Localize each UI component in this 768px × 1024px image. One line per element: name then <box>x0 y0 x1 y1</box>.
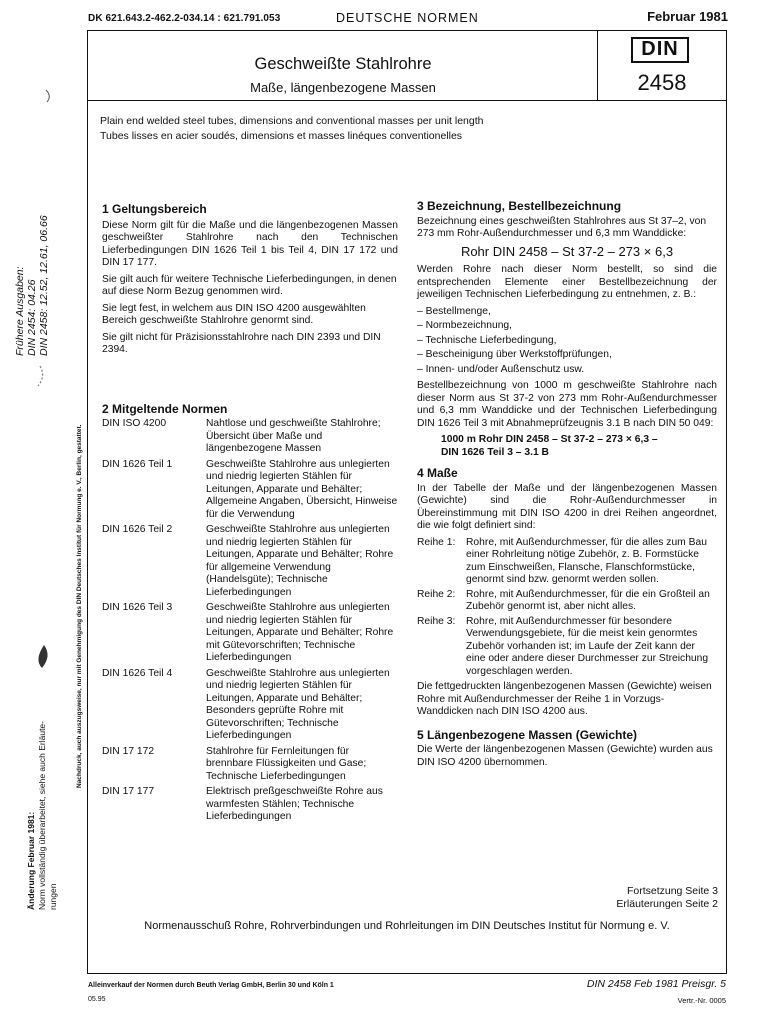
change-text: Norm vollständig überarbeitet, siehe auch Erläute- <box>37 721 47 910</box>
list-item: – Bestellmenge, <box>417 305 491 317</box>
series-label: Reihe 1: <box>417 536 456 548</box>
right-column <box>417 200 717 773</box>
document-footer-id: DIN 2458 Feb 1981 Preisgr. 5 <box>586 978 726 990</box>
series-row <box>417 589 717 614</box>
english-title: Plain end welded steel tubes, dimensions and conventional masses per unit length <box>100 115 484 127</box>
section-1-paragraph: Sie legt fest, in welchem aus DIN ISO 4200 ausgewählten Bereich geschweißte Stahlrohre genormt sind. <box>102 302 366 326</box>
order-designation-example <box>417 434 717 459</box>
order-line: 1000 m Rohr DIN 2458 – St 37-2 – 273 × 6,3 – <box>441 434 658 445</box>
section-1-paragraph: Sie gilt auch für weitere Technische Lieferbedingungen, in denen auf diese Norm Bezug genommen wird. <box>102 273 397 297</box>
print-date: 05.95 <box>88 996 106 1003</box>
list-item: – Bescheinigung über Werkstoffprüfungen, <box>417 349 612 360</box>
reference-description: Elektrisch preßgeschweißte Rohre aus warmfesten Stählen; Technische Lieferbedingungen <box>206 786 383 822</box>
change-text: rungen <box>48 883 58 910</box>
order-line: DIN 1626 Teil 3 – 3.1 B <box>441 446 549 458</box>
series-row <box>417 616 717 679</box>
distribution-number: Vertr.-Nr. 0005 <box>677 996 726 1005</box>
reference-description: Nahtlose und geschweißte Stahlrohre; Übersicht über Maße und längenbezogene Massen <box>206 418 381 454</box>
continuation-line: Erläuterungen Seite 2 <box>616 897 718 910</box>
section-2-heading: 2 Mitgeltende Normen <box>102 401 228 416</box>
document-subtitle: Maße, längenbezogene Massen <box>250 80 436 95</box>
section-3-paragraph: Werden Rohre nach dieser Norm bestellt, so sind die entsprechenden Elemente einer Bestellbezeichnung der jeweiligen Technischen Lieferbedingung zu entnehmen, z. B.: <box>417 264 717 300</box>
reference-code: DIN 1626 Teil 2 <box>102 524 173 535</box>
reference-code: DIN 1626 Teil 4 <box>102 667 173 679</box>
section-4-heading: 4 Maße <box>417 466 458 480</box>
sales-note: Alleinverkauf der Normen durch Beuth Verlag GmbH, Berlin 30 und Köln 1 <box>88 982 334 989</box>
din-number: 2458 <box>637 70 687 95</box>
reference-row <box>102 746 398 784</box>
series-text: Rohre, mit Außendurchmesser, für die alles zum Bau einer Rohrleitung nötige Zubehör, z. B. Formstücke zum Einschweißen, Flansche, Flanschformstücke, genormt sind bzw. genormt werden sollen. <box>466 536 707 585</box>
margin-mark <box>30 364 48 390</box>
designation-example: Rohr DIN 2458 – St 37-2 – 273 × 6,3 <box>460 243 674 259</box>
change-note <box>26 721 59 910</box>
punch-hole-mark <box>30 642 56 672</box>
document-title: Geschweißte Stahlrohre <box>254 55 432 73</box>
reference-description: Geschweißte Stahlrohre aus unlegierten und niedrig legierten Stählen für Leitungen, Apparate und Behälter; Rohre für allgemeine Verwendung (Handelsgüte); Technische Lieferbedingungen <box>206 524 394 598</box>
reference-code: DIN 17 172 <box>102 745 155 757</box>
reference-row <box>102 786 398 824</box>
translated-titles <box>100 114 484 144</box>
margin-mark <box>44 88 54 104</box>
reference-code: DIN ISO 4200 <box>102 418 167 429</box>
section-1-paragraph: Sie gilt nicht für Präzisionsstahlrohre nach DIN 2393 und DIN 2394. <box>102 331 381 355</box>
issue-date: Februar 1981 <box>647 9 728 24</box>
reference-code: DIN 1626 Teil 3 <box>102 602 173 613</box>
series-label: Reihe 2: <box>417 588 456 600</box>
reference-description: Geschweißte Stahlrohre aus unlegierten und niedrig legierten Stählen für Leitungen, Apparate und Behälter; Allgemeine Angaben, Übersicht, Hinweise für die Verwendung <box>206 458 398 520</box>
publisher-label: DEUTSCHE NORMEN <box>336 11 479 25</box>
series-text: Rohre, mit Außendurchmesser für besondere Verwendungsgebiete, für die meist kein genormtes Zubehör vorhanden ist; im Laufe der Zeit kann der eine oder andere dieser Durchmesser zur Streichung vorgeschlagen werden. <box>466 615 709 677</box>
continuation-line: Fortsetzung Seite 3 <box>626 885 718 897</box>
reference-row <box>102 602 398 665</box>
section-3-paragraph: Bestellbezeichnung von 1000 m geschweißte Stahlrohre nach dieser Norm aus St 37-2 von 273 mm Rohr-Außendurchmesser und 6,3 mm Wanddicke und der Technischen Lieferbedingung DIN 1626 Teil 3 mit Abnahmeprüfzeugnis 3.1 B nach DIN 50 049: <box>417 380 717 429</box>
reference-row <box>102 418 398 456</box>
committee-line: Normenausschuß Rohre, Rohrverbindungen und Rohrleitungen im DIN Deutsches Institut für Normung e. V. <box>144 920 670 932</box>
reference-row <box>102 668 398 743</box>
section-4-paragraph: In der Tabelle der Maße und der längenbezogenen Massen (Gewichte) sind die Rohr-Außendurchmesser in Übereinstimmung mit DIN ISO 4200 in drei Reihen angeordnet, die wie folgt definiert sind: <box>417 482 717 531</box>
reference-description: Stahlrohre für Fernleitungen für brennbare Flüssigkeiten und Gase; Technische Lieferbedingungen <box>206 745 367 782</box>
section-1-paragraph: Diese Norm gilt für die Maße und die längenbezogenen Massen geschweißter Stahlrohre nach den Technischen Lieferbedingungen DIN 1626 Teil 1 bis Teil 4, DIN 17 172 und DIN 17 177. <box>102 219 398 268</box>
reference-description: Geschweißte Stahlrohre aus unlegierten und niedrig legierten Stählen für Leitungen, Apparate und Behälter; Besonders geprüfte Rohre mit Gütevorschriften; Technische Lieferbedingungen <box>206 667 390 741</box>
change-title: Änderung Februar 1981: <box>26 811 36 910</box>
section-4-paragraph: Die fettgedruckten längenbezogenen Massen (Gewichte) weisen Rohre mit Außendurchmesser der Reihe 1 in Vorzugs-Wanddicken nach DIN ISO 4200 aus. <box>417 681 712 717</box>
earlier-edition: DIN 2458: 12.52, 12.61, 06.66 <box>38 215 50 356</box>
reference-row <box>102 459 398 522</box>
reference-code: DIN 1626 Teil 1 <box>102 458 173 470</box>
french-title: Tubes lisses en acier soudés, dimensions et masses linéques conventionelles <box>100 130 463 142</box>
series-text: Rohre, mit Außendurchmesser, für die ein Großteil an Zubehör genormt ist, aber nicht alles. <box>466 588 710 612</box>
reference-row <box>102 524 398 599</box>
series-label: Reihe 3: <box>417 615 456 627</box>
din-logo: DIN <box>631 37 689 63</box>
list-item: – Technische Lieferbedingung, <box>417 334 557 346</box>
reference-list <box>102 418 398 824</box>
copyright-note: Nachdruck, auch auszugsweise, nur mit Genehmigung des DIN Deutsches Institut für Normung e. V., Berlin, gestattet. <box>76 424 83 788</box>
reference-code: DIN 17 177 <box>102 786 155 797</box>
section-5-paragraph: Die Werte der längenbezogenen Massen (Gewichte) wurden aus DIN ISO 4200 übernommen. <box>417 744 713 768</box>
reference-description: Geschweißte Stahlrohre aus unlegierten und niedrig legierten Stählen für Leitungen, Apparate und Behälter; Rohre mit Gütevorschriften; Technische Lieferbedingungen <box>206 602 394 663</box>
earlier-editions-note <box>14 215 50 356</box>
section-3-heading: 3 Bezeichnung, Bestellbezeichnung <box>417 199 622 213</box>
series-row <box>417 537 717 587</box>
section-3-paragraph: Bezeichnung eines geschweißten Stahlrohres aus St 37–2, von 273 mm Rohr-Außendurchmesser und 6,3 mm Wanddicke: <box>417 215 707 239</box>
section-1-heading: 1 Geltungsbereich <box>102 202 207 216</box>
left-column <box>102 203 398 827</box>
list-item: – Normbezeichnung, <box>417 320 513 331</box>
section-5-heading: 5 Längenbezogene Massen (Gewichte) <box>417 727 638 742</box>
continuation-note <box>560 885 718 910</box>
earlier-editions-title: Frühere Ausgaben: <box>14 266 26 356</box>
dk-number: DK 621.643.2-462.2-034.14 : 621.791.053 <box>88 13 281 24</box>
earlier-edition: DIN 2454: 04.26 <box>26 279 38 356</box>
list-item: – Innen- und/oder Außenschutz usw. <box>417 363 585 375</box>
